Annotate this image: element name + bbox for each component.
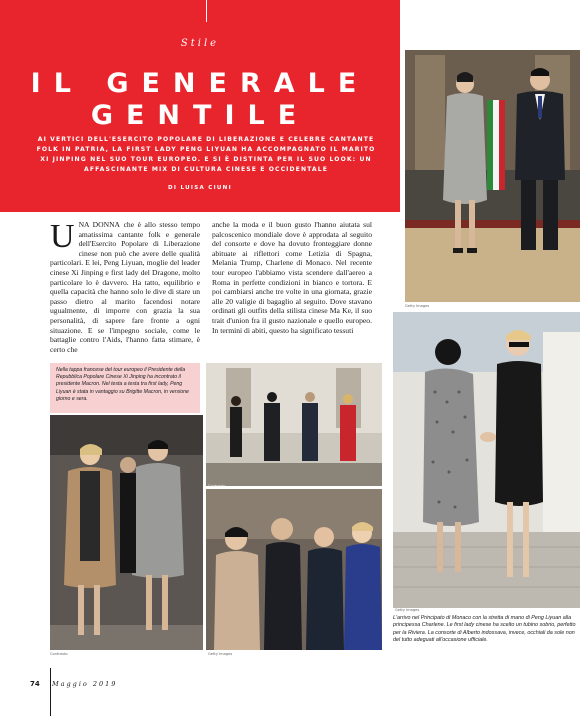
photo-credit: Getty Images	[405, 304, 430, 308]
title-line-2: GENTILE	[90, 100, 310, 131]
footer-divider	[50, 668, 51, 716]
column-2-text: anche la moda e il buon gusto l'hanno aiutata sul palcoscenico mondiale dove è approdata al seguito del consorte e dove ha dovuto fronteggiare donne abituate ai riflettori come Letizia di Spagna, Melania Trump, Charlene di Monaco. Nel recente tour europeo l'abbiamo vista scendere dall'aereo a Roma in perfette condizioni in bianco e tortora. E poi cambiarsi anche tre volte in una giornata, grazie alle 20 valigie di bagaglio al seguito. Dove stavano ordinati gli outfits della stilista cinese Ma Ke, il suo trait d'union fra il gusto nazionale e quello europeo. In termini di abiti, questo ha significato tessuti	[212, 220, 372, 335]
header-block	[0, 0, 400, 212]
lead-in: NA DONNA	[78, 220, 121, 229]
photo-illustration	[50, 415, 203, 650]
page-footer	[30, 680, 117, 688]
caption-france-tour: Nella tappa francese del tour europeo il Presidente della Repubblica Popolare Cinese Xi Jinping ha incontrato il presidente Macron. Nel testa a testa tra first lady, Peng Liyuan è stata in vantaggio su Brigitte Macron, in versione giorno e sera.	[50, 363, 200, 413]
byline: DI LUISA CIUNI	[168, 185, 232, 191]
photo-illustration	[206, 489, 382, 650]
section-rubric: Stile	[180, 38, 220, 49]
photo-elysee-arrival	[206, 363, 382, 486]
article-deck: AI VERTICI DELL'ESERCITO POPOLARE DI LIBERAZIONE E CELEBRE CANTANTE FOLK IN PATRIA, LA FIRST LADY PENG LIYUAN HA ACCOMPAGNATO IL MARITO XI JINPING NEL SUO TOUR EUROPEO. E SI È DISTINTA PER IL SUO LOOK: UN AFFASCINANTE MIX DI CULTURA CINESE E OCCIDENTALE	[36, 136, 376, 173]
divider-line	[206, 0, 207, 22]
photo-credit: Contrasto	[50, 652, 68, 656]
photo-xi-peng-rome	[405, 50, 580, 302]
photo-couples-elysee	[206, 489, 382, 650]
photo-credit: Getty Images	[208, 652, 233, 656]
column-1-text: che è allo stesso tempo amatissima cantante folk e generale dell'Esercito Popolare di Liberazione cinese non può che avere delle qualità particolari. E lei, Peng Liyuan, moglie del leader cinese Xi Jinping e first lady del Dragone, molto particolare lo è davvero. Ha tatto, equilibrio e quella capacità che hanno solo le dive di stare un passo dietro al marito facendosi notare ugualmente, di imporre con grazia la sua personalità, di sapere fare fronte a ogni situazione. E se l'impegno sociale, come le battaglie contro l'Aids, l'hanno fatta stimare, è certo che	[50, 220, 201, 354]
text-column-1	[50, 220, 200, 354]
text-column-2	[212, 220, 372, 335]
photo-monaco-handshake	[393, 312, 580, 608]
caption-monaco: L'arrivo nel Principato di Monaco con la stretta di mano di Peng Liyuan alla principessa Charlene. Le first lady cinese ha scelto un tubino sobrio, perfetto per la Riviera. La consorte di Alberto indossava, invece, occhiali da sole non del tutto adeguati all'occasione ufficiale.	[393, 615, 576, 644]
photo-credit: Getty Images	[395, 608, 420, 612]
photo-illustration	[206, 363, 382, 486]
photo-illustration	[393, 312, 580, 608]
issue-month: Maggio 2019	[51, 680, 118, 688]
photo-first-ladies-day	[50, 415, 203, 650]
page-number: 74	[30, 680, 40, 688]
drop-cap: U	[50, 218, 75, 255]
title-line-1: IL GENERALE	[30, 68, 370, 99]
photo-illustration	[405, 50, 580, 302]
photo-credit: Contrasto	[208, 484, 226, 488]
